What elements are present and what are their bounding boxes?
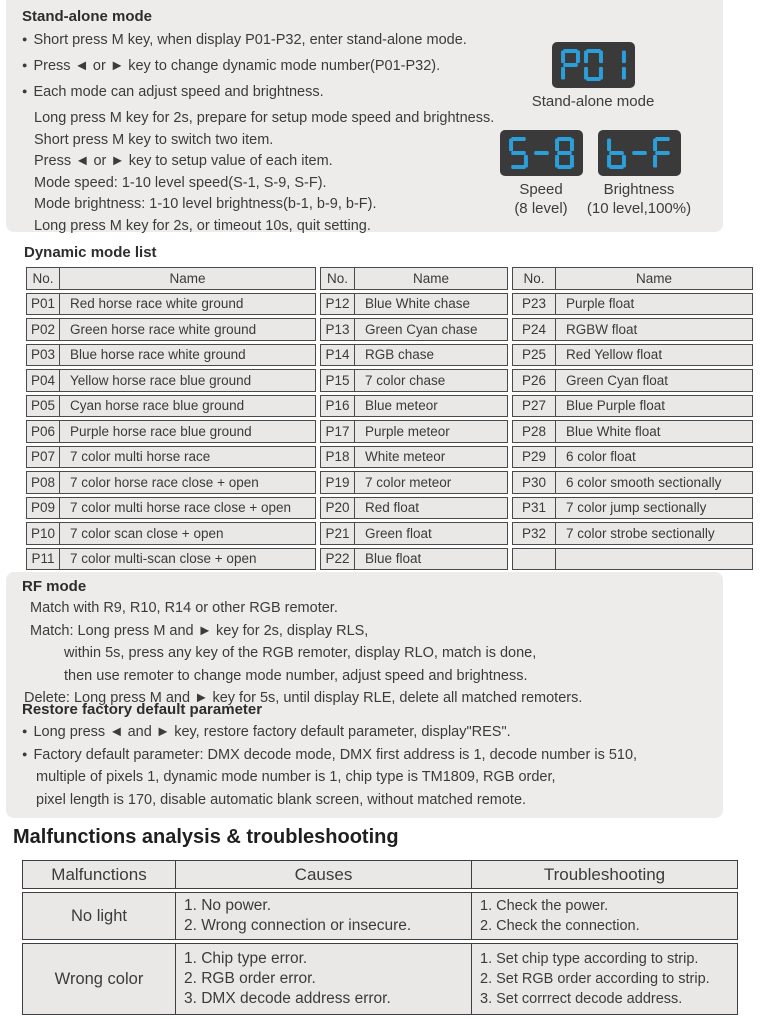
- mode-number-cell: P19: [320, 471, 355, 494]
- mode-number-cell: P04: [26, 369, 60, 392]
- troubleshooting-line: 1. Check the power.: [480, 898, 609, 914]
- mode-name-cell: Red horse race white ground: [60, 293, 316, 316]
- mode-name-cell: Green float: [355, 522, 508, 545]
- mode-number-cell: P29: [512, 446, 556, 469]
- column-header-name: Name: [355, 267, 508, 290]
- restore-text: pixel length is 170, disable automatic blank screen, without matched remote.: [36, 791, 527, 808]
- mode-name-cell: 7 color meteor: [355, 471, 508, 494]
- mode-number-cell: P09: [26, 497, 60, 520]
- table-row: [512, 497, 753, 520]
- table-row: [26, 522, 316, 545]
- rf-line: Delete: Long press M and ► key for 5s, until display RLE, delete all matched remoters.: [24, 690, 583, 706]
- malfunctions-title: Malfunctions analysis & troubleshooting: [13, 826, 399, 848]
- table-row: [512, 446, 753, 469]
- mode-name-cell: 7 color multi horse race: [60, 446, 316, 469]
- mode-name-cell: Yellow horse race blue ground: [60, 369, 316, 392]
- mode-name-cell: Blue horse race white ground: [60, 344, 316, 367]
- mode-name-cell: Red Yellow float: [556, 344, 753, 367]
- mode-name-cell: Purple horse race blue ground: [60, 420, 316, 443]
- mode-number-cell: P07: [26, 446, 60, 469]
- mode-number-cell: P31: [512, 497, 556, 520]
- mode-name-cell: Green Cyan float: [556, 369, 753, 392]
- table-header-row: [320, 267, 508, 290]
- mode-number-cell: P06: [26, 420, 60, 443]
- mode-number-cell: P13: [320, 318, 355, 341]
- standalone-line: [22, 131, 532, 149]
- troubleshooting-cell: [472, 943, 738, 1015]
- rf-instructions: [22, 599, 712, 712]
- mode-number-cell: P24: [512, 318, 556, 341]
- led-display-sublabel: (10 level,100%): [586, 200, 692, 217]
- mode-number-cell: [512, 548, 556, 571]
- standalone-mode-section: [6, 0, 723, 232]
- led-display-label: Stand-alone mode: [531, 93, 655, 110]
- mode-name-cell: 7 color multi horse race close + open: [60, 497, 316, 520]
- column-header-no: No.: [26, 267, 60, 290]
- led-display-block: [576, 130, 702, 218]
- bullet-icon: ●: [22, 726, 28, 736]
- cause-line: 2. RGB order error.: [184, 970, 316, 987]
- dynamic-mode-table: [26, 264, 753, 573]
- table-row: [26, 420, 316, 443]
- malfunctions-row: [22, 892, 738, 940]
- mode-number-cell: P22: [320, 548, 355, 571]
- mode-name-cell: Purple meteor: [355, 420, 508, 443]
- rf-line: Match: Long press M and ► key for 2s, display RLS,: [30, 622, 369, 639]
- led-display-block: [508, 42, 678, 111]
- malfunction-name-cell: No light: [22, 892, 176, 940]
- column-header-name: Name: [60, 267, 316, 290]
- standalone-text: Press ◄ or ► key to change dynamic mode number(P01-P32).: [33, 58, 441, 74]
- mode-name-cell: White meteor: [355, 446, 508, 469]
- restore-line: [22, 791, 712, 809]
- restore-text: Long press ◄ and ► key, restore factory default parameter, display"RES".: [33, 724, 511, 740]
- cause-line: 2. Wrong connection or insecure.: [184, 917, 412, 934]
- mode-number-cell: P10: [26, 522, 60, 545]
- mode-number-cell: P26: [512, 369, 556, 392]
- table-row: [26, 446, 316, 469]
- standalone-instructions: [22, 31, 532, 238]
- led-display-label: Brightness: [603, 181, 675, 198]
- mode-name-cell: 7 color scan close + open: [60, 522, 316, 545]
- table-header-row: [512, 267, 753, 290]
- table-row: [512, 395, 753, 418]
- table-row: [320, 395, 508, 418]
- seven-segment-display: [552, 42, 635, 88]
- bullet-icon: ●: [22, 748, 28, 759]
- troubleshooting-line: 1. Set chip type according to strip.: [480, 951, 699, 967]
- mode-name-cell: [556, 548, 753, 571]
- led-digits: [607, 137, 672, 169]
- mode-number-cell: P25: [512, 344, 556, 367]
- standalone-line: [22, 57, 532, 75]
- table-row: [512, 293, 753, 316]
- troubleshooting-line: 2. Set RGB order according to strip.: [480, 971, 710, 987]
- mode-number-cell: P32: [512, 522, 556, 545]
- column-header-no: No.: [512, 267, 556, 290]
- table-row: [512, 420, 753, 443]
- standalone-line: [22, 174, 532, 192]
- mode-name-cell: Purple float: [556, 293, 753, 316]
- table-row: [26, 344, 316, 367]
- table-row: [320, 420, 508, 443]
- table-row: [320, 318, 508, 341]
- table-row: [320, 369, 508, 392]
- mode-name-cell: Blue Purple float: [556, 395, 753, 418]
- mode-number-cell: P23: [512, 293, 556, 316]
- standalone-title: Stand-alone mode: [22, 8, 153, 25]
- standalone-line: [22, 217, 532, 235]
- mode-number-cell: P03: [26, 344, 60, 367]
- standalone-line: [22, 109, 532, 127]
- mode-name-cell: RGBW float: [556, 318, 753, 341]
- dynamic-mode-table-group: [512, 264, 753, 573]
- mode-number-cell: P20: [320, 497, 355, 520]
- mode-number-cell: P15: [320, 369, 355, 392]
- mode-number-cell: P30: [512, 471, 556, 494]
- malfunctions-row: [22, 943, 738, 1015]
- mode-number-cell: P18: [320, 446, 355, 469]
- table-row: [320, 548, 508, 571]
- rf-mode-section: [6, 572, 723, 818]
- restore-line: [22, 723, 712, 741]
- malfunction-name-cell: Wrong color: [22, 943, 176, 1015]
- malfunctions-column-header: Malfunctions: [22, 860, 176, 889]
- rf-mode-title: RF mode: [22, 578, 87, 595]
- mode-name-cell: Green Cyan chase: [355, 318, 508, 341]
- standalone-line: [22, 83, 532, 101]
- standalone-line: [22, 31, 532, 49]
- malfunctions-column-header: Causes: [176, 860, 472, 889]
- table-row: [512, 318, 753, 341]
- troubleshooting-cell: [472, 892, 738, 940]
- restore-text: Factory default parameter: DMX decode mode, DMX first address is 1, decode number is 510,: [33, 746, 638, 763]
- rf-line: then use remoter to change mode number, adjust speed and brightness.: [64, 667, 528, 684]
- cause-line: 3. DMX decode address error.: [184, 990, 391, 1007]
- mode-name-cell: 7 color multi-scan close + open: [60, 548, 316, 571]
- mode-number-cell: P01: [26, 293, 60, 316]
- table-row: [320, 497, 508, 520]
- mode-name-cell: Cyan horse race blue ground: [60, 395, 316, 418]
- standalone-line: [22, 152, 532, 170]
- table-header-row: [26, 267, 316, 290]
- dynamic-mode-table-group: [26, 264, 316, 573]
- column-header-name: Name: [556, 267, 753, 290]
- standalone-text: Long press M key for 2s, prepare for setup mode speed and brightness.: [34, 110, 495, 126]
- mode-number-cell: P17: [320, 420, 355, 443]
- mode-name-cell: 7 color horse race close + open: [60, 471, 316, 494]
- table-row: [26, 497, 316, 520]
- mode-number-cell: P12: [320, 293, 355, 316]
- bullet-icon: ●: [22, 86, 28, 96]
- table-row: [512, 471, 753, 494]
- restore-line: [22, 746, 712, 764]
- causes-cell: [176, 892, 472, 940]
- dynamic-mode-table-group: [320, 264, 508, 573]
- malfunctions-column-header: Troubleshooting: [472, 860, 738, 889]
- troubleshooting-line: 2. Check the connection.: [480, 918, 640, 934]
- mode-number-cell: P21: [320, 522, 355, 545]
- table-row: [320, 344, 508, 367]
- bullet-icon: ●: [22, 60, 28, 70]
- mode-number-cell: P16: [320, 395, 355, 418]
- mode-name-cell: 7 color chase: [355, 369, 508, 392]
- seven-segment-display: [598, 130, 681, 176]
- table-row: [512, 522, 753, 545]
- mode-number-cell: P28: [512, 420, 556, 443]
- mode-name-cell: Blue White float: [556, 420, 753, 443]
- mode-name-cell: Blue White chase: [355, 293, 508, 316]
- cause-line: 1. No power.: [184, 897, 272, 914]
- dynamic-mode-list-title: Dynamic mode list: [24, 244, 157, 261]
- malfunctions-table: [22, 857, 738, 1018]
- table-row: [26, 369, 316, 392]
- mode-name-cell: 6 color float: [556, 446, 753, 469]
- mode-name-cell: RGB chase: [355, 344, 508, 367]
- restore-line: [22, 768, 712, 786]
- standalone-text: Mode speed: 1-10 level speed(S-1, S-9, S-F).: [34, 174, 327, 191]
- column-header-no: No.: [320, 267, 355, 290]
- table-row: [26, 395, 316, 418]
- led-display-label: Speed: [519, 181, 563, 198]
- rf-line: within 5s, press any key of the RGB remoter, display RLO, match is done,: [64, 645, 537, 661]
- table-row: [320, 293, 508, 316]
- mode-name-cell: 7 color strobe sectionally: [556, 522, 753, 545]
- mode-name-cell: Red float: [355, 497, 508, 520]
- table-row: [512, 344, 753, 367]
- standalone-text: Long press M key for 2s, or timeout 10s, quit setting.: [34, 217, 371, 234]
- table-row: [512, 548, 753, 571]
- malfunctions-header-row: [22, 860, 738, 889]
- mode-number-cell: P05: [26, 395, 60, 418]
- restore-instructions: [22, 723, 712, 813]
- causes-cell: [176, 943, 472, 1015]
- mode-name-cell: 6 color smooth sectionally: [556, 471, 753, 494]
- mode-number-cell: P02: [26, 318, 60, 341]
- mode-number-cell: P27: [512, 395, 556, 418]
- table-row: [26, 318, 316, 341]
- mode-number-cell: P11: [26, 548, 60, 571]
- table-row: [320, 471, 508, 494]
- standalone-text: Mode brightness: 1-10 level brightness(b-1, b-9, b-F).: [34, 196, 377, 212]
- troubleshooting-line: 3. Set corrrect decode address.: [480, 991, 683, 1007]
- standalone-text: Short press M key, when display P01-P32, enter stand-alone mode.: [33, 32, 467, 48]
- restore-default-title: Restore factory default parameter: [22, 701, 263, 718]
- led-digits: [561, 49, 626, 81]
- standalone-text: Press ◄ or ► key to setup value of each item.: [34, 153, 333, 169]
- restore-text: multiple of pixels 1, dynamic mode number is 1, chip type is TM1809, RGB order,: [36, 769, 556, 785]
- led-display-sublabel: (8 level): [514, 200, 568, 217]
- mode-name-cell: 7 color jump sectionally: [556, 497, 753, 520]
- led-digits: [509, 137, 574, 169]
- table-row: [320, 446, 508, 469]
- mode-name-cell: Green horse race white ground: [60, 318, 316, 341]
- mode-name-cell: Blue float: [355, 548, 508, 571]
- bullet-icon: ●: [22, 34, 28, 44]
- standalone-line: [22, 195, 532, 213]
- seven-segment-display: [500, 130, 583, 176]
- table-row: [26, 471, 316, 494]
- mode-number-cell: P14: [320, 344, 355, 367]
- cause-line: 1. Chip type error.: [184, 950, 308, 967]
- table-row: [512, 369, 753, 392]
- table-row: [26, 293, 316, 316]
- standalone-text: Short press M key to switch two item.: [34, 131, 274, 148]
- mode-name-cell: Blue meteor: [355, 395, 508, 418]
- mode-number-cell: P08: [26, 471, 60, 494]
- table-row: [26, 548, 316, 571]
- standalone-text: Each mode can adjust speed and brightness.: [33, 84, 324, 100]
- rf-line: Match with R9, R10, R14 or other RGB remoter.: [30, 600, 338, 616]
- table-row: [320, 522, 508, 545]
